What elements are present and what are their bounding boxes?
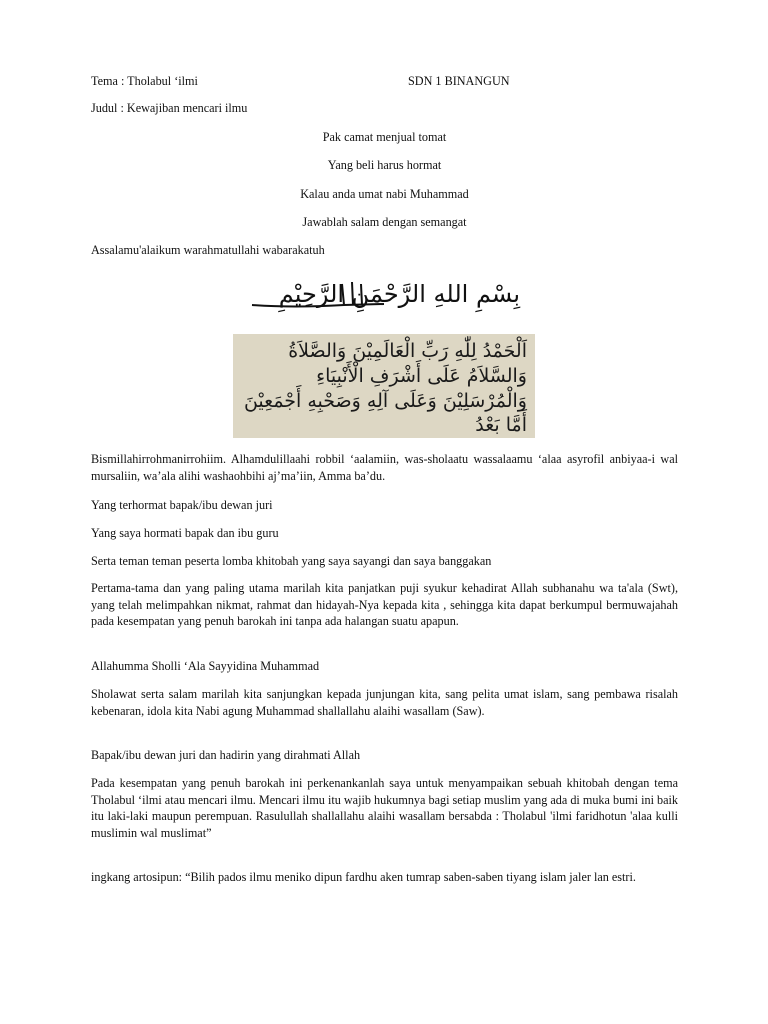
paragraph-tema: Pada kesempatan yang penuh barokah ini perkenankanlah saya untuk menyampaikan sebuah khitobah dengan tema Tholabul ‘ilmi atau mencari ilmu. Mencari ilmu itu wajib hukumnya bagi setiap muslim yang ada di muka bumi ini baik itu laki-laki maupun perempuan. Rasulullah shallallahu alaihi wasallam bersabda : Tholabul 'ilmi faridhotun 'alaa kulli muslimin wal muslimat” <box>91 776 678 840</box>
greeting-hadirin: Bapak/ibu dewan juri dan hadirin yang dirahmati Allah <box>91 748 361 762</box>
basmala-calligraphy <box>234 272 534 318</box>
pantun-line-3: Kalau anda umat nabi Muhammad <box>300 187 469 201</box>
tema-line: Tema : Tholabul ‘ilmi <box>91 74 198 88</box>
arabic-line-3: وَالْمُرْسَلِيْنَ وَعَلَى آلِهِ وَصَحْبِهِ أَجْمَعِيْنَ <box>243 390 527 412</box>
greeting-guru: Yang saya hormati bapak dan ibu guru <box>91 526 279 540</box>
judul-line: Judul : Kewajiban mencari ilmu <box>91 101 248 115</box>
pantun-line-2: Yang beli harus hormat <box>327 158 442 172</box>
arabic-line-1: اَلْحَمْدُ لِلّٰهِ رَبِّ الْعَالَمِيْنَ وَالصَّلاَةُ <box>288 340 527 362</box>
pantun-line-1: Pak camat menjual tomat <box>322 130 447 144</box>
paragraph-bismillah: Bismillahirrohmanirrohiim. Alhamdulillaahi robbil ‘aalamiin, was-sholaatu wassalaamu ‘alaa asyrofil anbiyaa-i wal mursaliin, wa’ala alihi washaohbihi aj’ma’iin, Amma ba’du. <box>91 452 678 483</box>
arabic-line-4: أَمَّا بَعْدُ <box>475 414 527 436</box>
pantun-line-4: Jawablah salam dengan semangat <box>302 215 467 229</box>
paragraph-sholawat: Sholawat serta salam marilah kita sanjungkan kepada junjungan kita, sang pelita umat islam, sang pembawa risalah kebenaran, idola kita Nabi agung Muhammad shallallahu alaihi wasallam (Saw). <box>91 687 678 718</box>
paragraph-puji-syukur: Pertama-tama dan yang paling utama marilah kita panjatkan puji syukur kehadirat Allah subhanahu wa ta'ala (Swt), yang telah melimpahkan nikmat, rahmat dan hidayah-Nya kepada kita , sehingga kita dapat berkumpul bermuwajahah pada kesempatan yang penuh barokah ini tanpa ada halangan suatu apapun. <box>91 581 678 628</box>
arabic-line-2: وَالسَّلاَمُ عَلَى أَشْرَفِ الْأَنْبِيَاءِ <box>316 365 527 387</box>
basmala-calligraphy-image <box>234 272 534 318</box>
school-name: SDN 1 BINANGUN <box>408 74 510 88</box>
arabic-opening-image <box>233 334 535 438</box>
greeting-teman: Serta teman teman peserta lomba khitobah yang saya sayangi dan saya banggakan <box>91 554 492 568</box>
greeting: Assalamu'alaikum warahmatullahi wabarakatuh <box>91 243 325 257</box>
paragraph-artosipun: ingkang artosipun: “Bilih pados ilmu meniko dipun fardhu aken tumrap saben-saben tiyang islam jaler lan estri. <box>91 870 636 884</box>
greeting-juri: Yang terhormat bapak/ibu dewan juri <box>91 498 273 512</box>
basmala-text: بِسْمِ اللهِ الرَّحْمَنِ الرَّحِيْمِ <box>278 280 520 308</box>
sholawat-line: Allahumma Sholli ‘Ala Sayyidina Muhammad <box>91 659 320 673</box>
